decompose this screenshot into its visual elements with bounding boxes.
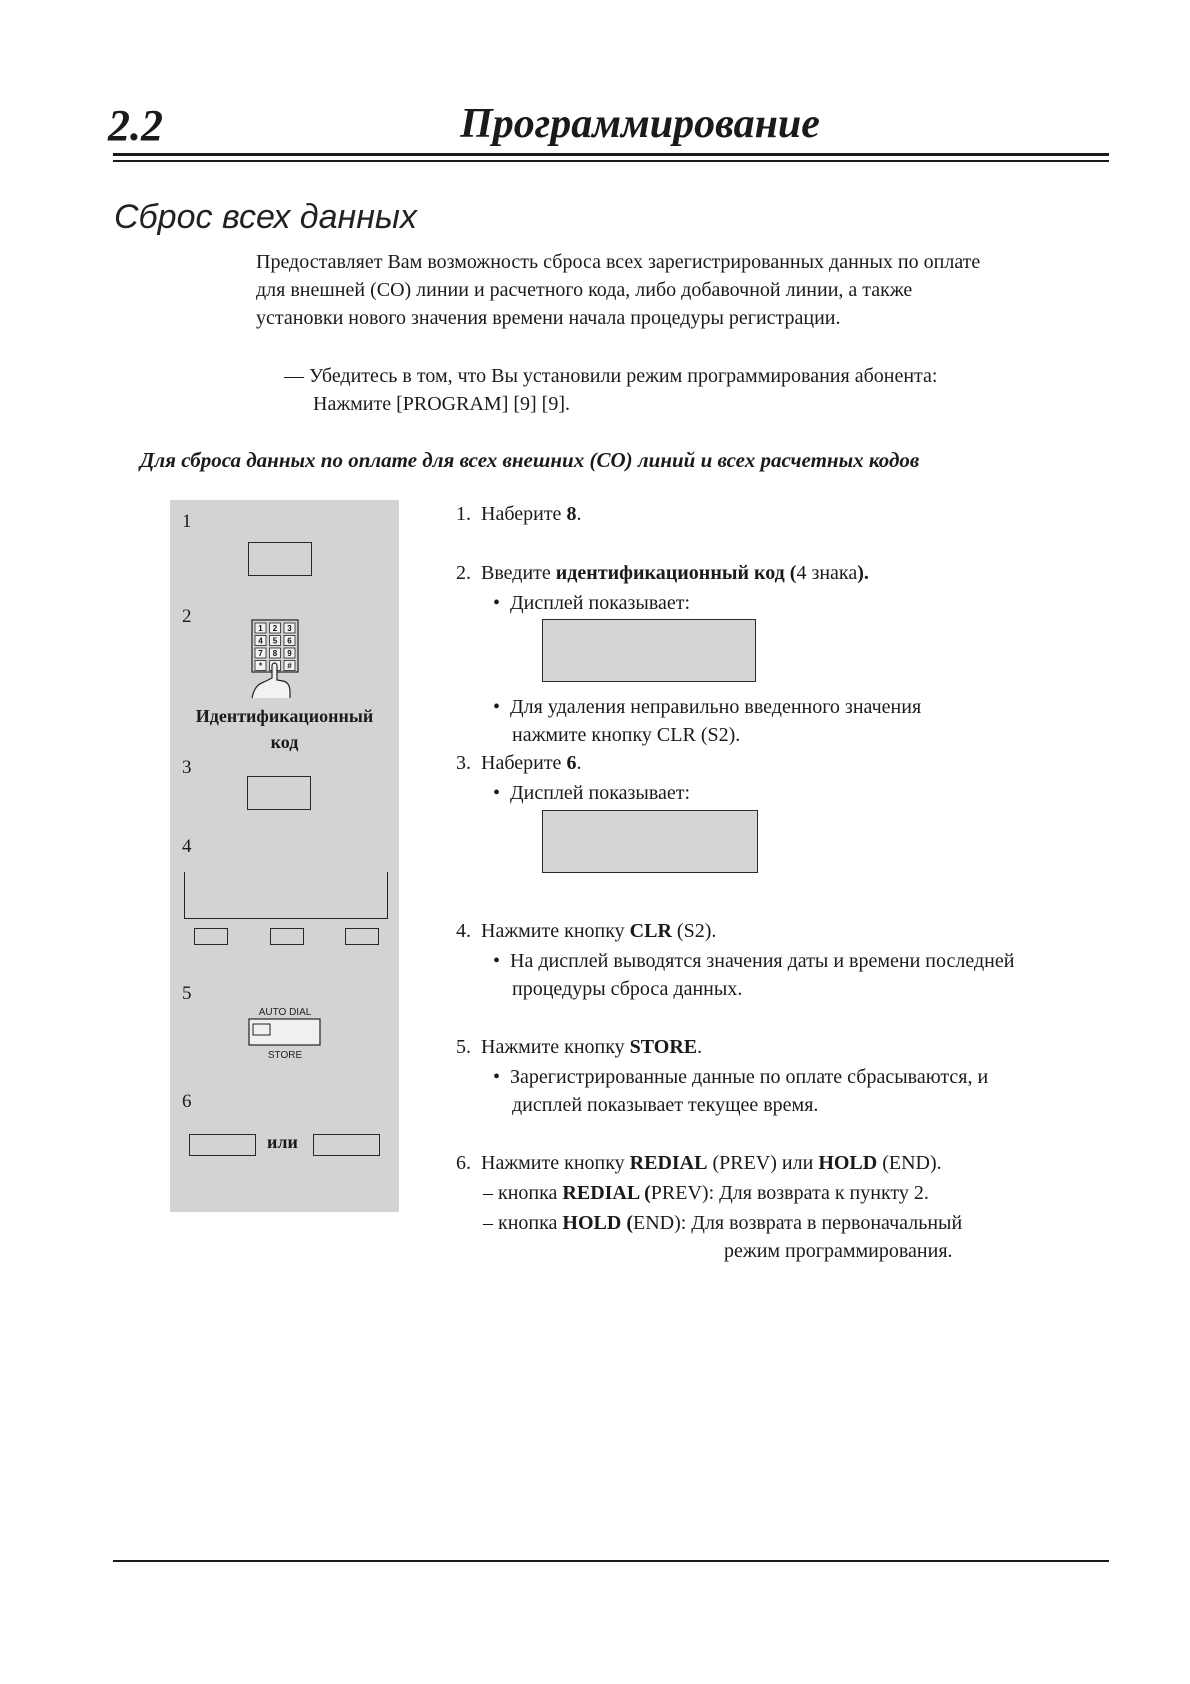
step-bold: REDIAL bbox=[629, 1152, 708, 1174]
illustration-panel bbox=[170, 500, 399, 1212]
step-5-bullet-1 bbox=[493, 1063, 988, 1091]
section-title: Программирование bbox=[460, 101, 820, 147]
step-text: (S2). bbox=[671, 920, 717, 942]
lcd-display-icon bbox=[542, 619, 756, 682]
keypad-key: * bbox=[258, 661, 263, 671]
bullet-text: Дисплей показывает: bbox=[510, 592, 691, 614]
intro-paragraph bbox=[256, 248, 1076, 332]
redial-button-icon bbox=[189, 1134, 256, 1156]
intro-line: установки нового значения времени начала процедуры регистрации. bbox=[256, 307, 841, 329]
step-text: – кнопка bbox=[483, 1212, 563, 1234]
intro-line: для внешней (CO) линии и расчетного кода, либо добавочной линии, а также bbox=[256, 279, 913, 301]
panel-step-1: 1 bbox=[182, 511, 192, 532]
bullet-icon: • bbox=[493, 782, 501, 804]
step-number: 4. bbox=[456, 920, 471, 942]
step-number: 5. bbox=[456, 1036, 471, 1058]
step-text: Введите bbox=[481, 562, 556, 584]
bullet-text: Для удаления неправильно введенного значения bbox=[510, 696, 922, 718]
step-text: – кнопка bbox=[483, 1182, 563, 1204]
step-bold: CLR bbox=[629, 920, 672, 942]
keypad-key: 3 bbox=[287, 624, 292, 633]
keypad-key: 5 bbox=[272, 636, 278, 646]
step-3-bullet-1 bbox=[493, 779, 690, 807]
keypad-key: 8 bbox=[272, 649, 278, 658]
id-code-label-line-1: Идентификационный bbox=[195, 706, 374, 726]
id-code-label bbox=[170, 703, 399, 755]
footer-rule bbox=[113, 1560, 1109, 1562]
step-6-hold-note-cont: режим программирования. bbox=[724, 1240, 953, 1262]
step-2-bullet-2 bbox=[493, 693, 921, 721]
soft-button-s3-icon bbox=[345, 928, 379, 945]
keypad-key: 4 bbox=[258, 636, 263, 646]
keypad-key: 2 bbox=[272, 624, 278, 633]
step-5-bullet-1-cont: дисплей показывает текущее время. bbox=[512, 1094, 819, 1116]
lcd-display-icon bbox=[542, 810, 758, 873]
id-code-label-line-2: код bbox=[270, 732, 299, 752]
step-text: 4 знака bbox=[796, 562, 858, 584]
bullet-text: На дисплей выводятся значения даты и времени последней bbox=[510, 950, 1015, 972]
keypad-key: 7 bbox=[258, 649, 263, 658]
step-2-bullet-1 bbox=[493, 589, 690, 617]
panel-step-3: 3 bbox=[182, 757, 192, 778]
note bbox=[284, 362, 1044, 418]
step-6-hold-note bbox=[483, 1209, 962, 1237]
key-button-icon bbox=[247, 776, 311, 810]
step-number: 6. bbox=[456, 1152, 471, 1174]
step-6-redial-note bbox=[483, 1179, 929, 1207]
step-4 bbox=[456, 917, 716, 945]
step-text: (PREV) или bbox=[707, 1152, 819, 1174]
section-number: 2.2 bbox=[108, 101, 163, 150]
step-2 bbox=[456, 559, 869, 587]
step-text: . bbox=[697, 1036, 703, 1058]
step-5 bbox=[456, 1033, 702, 1061]
step-text: . bbox=[576, 503, 582, 525]
step-text: Нажмите кнопку bbox=[481, 1036, 630, 1058]
step-text: END bbox=[632, 1212, 675, 1234]
keypad-key: 9 bbox=[287, 649, 292, 658]
step-bold: ). bbox=[857, 562, 869, 584]
step-number: 2. bbox=[456, 562, 471, 584]
bullet-icon: • bbox=[493, 950, 501, 972]
step-4-bullet-1-cont: процедуры сброса данных. bbox=[512, 978, 743, 1000]
step-text: (END). bbox=[877, 1152, 942, 1174]
note-dash: — bbox=[284, 365, 304, 387]
step-bold: 6 bbox=[566, 752, 577, 774]
step-2-bullet-2-cont: нажмите кнопку CLR (S2). bbox=[512, 724, 741, 746]
step-6 bbox=[456, 1149, 942, 1177]
hold-button-icon bbox=[313, 1134, 380, 1156]
step-text: Наберите bbox=[481, 752, 567, 774]
step-number: 1. bbox=[456, 503, 471, 525]
dial-keypad-icon bbox=[250, 618, 300, 700]
bullet-icon: • bbox=[493, 1066, 501, 1088]
keypad-key: # bbox=[287, 661, 292, 671]
soft-button-s2-icon bbox=[270, 928, 304, 945]
header-rule-thin bbox=[113, 160, 1109, 162]
note-line-2: Нажмите [PROGRAM] [9] [9]. bbox=[313, 393, 570, 415]
step-text: . bbox=[576, 752, 582, 774]
step-3 bbox=[456, 749, 581, 777]
bullet-text: Зарегистрированные данные по оплате сбрасываются, и bbox=[510, 1066, 989, 1088]
step-text: Нажмите кнопку bbox=[481, 1152, 630, 1174]
step-text: ): Для возврата в первоначальный bbox=[674, 1212, 963, 1234]
step-bold: REDIAL ( bbox=[562, 1182, 651, 1204]
or-label: или bbox=[267, 1132, 298, 1152]
step-4-bullet-1 bbox=[493, 947, 1014, 975]
step-bold: HOLD ( bbox=[562, 1212, 633, 1234]
subheading: Для сброса данных по оплате для всех внешних (CO) линий и всех расчетных кодов bbox=[140, 448, 920, 472]
note-line-1: Убедитесь в том, что Вы установили режим программирования абонента: bbox=[309, 365, 938, 387]
keypad-key: 1 bbox=[258, 624, 263, 633]
key-button-icon bbox=[248, 542, 312, 576]
autodial-store-icon bbox=[248, 1005, 322, 1063]
step-bold: 8 bbox=[566, 503, 577, 525]
header-rule-thick bbox=[113, 153, 1109, 156]
autodial-label: AUTO DIAL bbox=[258, 1007, 312, 1018]
step-bold: HOLD bbox=[818, 1152, 878, 1174]
bullet-text: Дисплей показывает: bbox=[510, 782, 691, 804]
panel-step-5: 5 bbox=[182, 983, 192, 1004]
display-bracket-icon bbox=[184, 872, 388, 919]
soft-button-s1-icon bbox=[194, 928, 228, 945]
intro-line: Предоставляет Вам возможность сброса всех зарегистрированных данных по оплате bbox=[256, 251, 981, 273]
step-1 bbox=[456, 500, 581, 528]
step-text: Наберите bbox=[481, 503, 567, 525]
store-label: STORE bbox=[267, 1050, 303, 1061]
panel-step-2: 2 bbox=[182, 606, 192, 627]
keypad-key: 6 bbox=[287, 636, 292, 646]
panel-step-6: 6 bbox=[182, 1091, 192, 1112]
bullet-icon: • bbox=[493, 592, 501, 614]
step-number: 3. bbox=[456, 752, 471, 774]
step-text: PREV bbox=[650, 1182, 702, 1204]
step-bold: STORE bbox=[629, 1036, 698, 1058]
bullet-icon: • bbox=[493, 696, 501, 718]
step-text: Нажмите кнопку bbox=[481, 920, 630, 942]
page-heading: Сброс всех данных bbox=[114, 198, 417, 236]
step-bold: идентификационный код ( bbox=[555, 562, 797, 584]
panel-step-4: 4 bbox=[182, 836, 192, 857]
step-text: ): Для возврата к пункту 2. bbox=[701, 1182, 929, 1204]
